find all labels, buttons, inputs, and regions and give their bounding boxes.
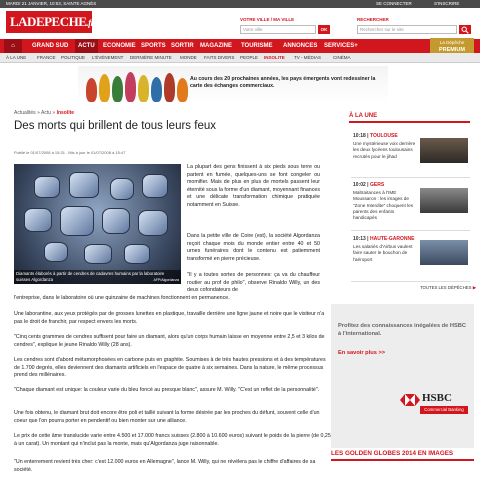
news-text-1[interactable]: Une mystérieuse voix derrière les deux lycéens toulousains recrutés pour le jihad — [353, 141, 416, 159]
breadcrumb-insolite[interactable]: Insolite — [56, 110, 75, 116]
news-time: 10:13 — [353, 236, 366, 242]
doll-illustration — [86, 78, 97, 102]
doll-illustration — [138, 75, 149, 102]
diamond-shape — [124, 244, 150, 264]
subnav-derniere-minute[interactable]: DERNIÈRE MINUTE — [130, 55, 172, 60]
news-place[interactable]: GERS — [369, 182, 385, 188]
photo-credit: AFP/Algordanza — [153, 277, 179, 282]
breadcrumb-actualites[interactable]: Actualités — [14, 110, 36, 116]
home-icon[interactable]: ⌂ — [4, 39, 22, 53]
news-place[interactable]: HAUTE-GARONNE — [369, 236, 415, 242]
search-label: RECHERCHER — [357, 17, 389, 22]
divider — [351, 281, 470, 282]
golden-globes-heading[interactable]: LES GOLDEN GLOBES 2014 EN IMAGES — [331, 450, 474, 461]
doll-illustration — [99, 74, 110, 102]
ad-link[interactable]: En savoir plus >> — [338, 350, 386, 356]
city-ok-button[interactable]: OK — [318, 25, 330, 34]
search-button[interactable] — [459, 25, 471, 34]
diamond-shape — [69, 172, 99, 198]
diamond-shape — [84, 244, 112, 264]
nav-sports[interactable]: SPORTS — [141, 43, 166, 49]
city-label: VOTRE VILLE / MA VILLE — [240, 17, 295, 22]
nav-tourisme[interactable]: TOURISME — [241, 43, 273, 49]
arrow-right-icon: ▶ — [472, 285, 477, 290]
top-bar — [0, 0, 480, 8]
article-photo — [14, 164, 181, 284]
paragraph-5: "Cinq cents grammes de cendres suffisent pour faire un diamant, alors qu'un corps humain laisse en moyenne entre 2,5 et 3 kilos de cendres", explique le jeune Rinaldo Willy (28 ans). — [14, 334, 325, 348]
paragraph-10: "Un enterrement revient très cher: c'est 12.000 euros en Allemagne", lance M. Willy, qui ne révélera pas le chiffre d'affaires de sa société. — [14, 459, 316, 473]
subnav-faits-divers[interactable]: FAITS DIVERS — [204, 55, 235, 60]
nav-actu[interactable]: ACTU — [75, 39, 98, 53]
doll-illustration — [112, 76, 123, 102]
news-time-1: 10:18 | TOULOUSE — [353, 133, 398, 139]
connect-link[interactable]: SE CONNECTER — [376, 1, 412, 6]
diamond-shape — [60, 206, 94, 236]
paragraph-8: Une fois obtenu, le diamant brut doit encore être poli et taillé suivant la forme désirée par les proches du défunt, souvent celle d'un coeur que l'on pourra porter en pendentif ou bien monter sur une alliance. — [14, 410, 320, 424]
city-input[interactable]: Votre ville — [240, 25, 316, 34]
divider — [351, 230, 470, 231]
photo-caption — [14, 270, 181, 284]
nav-sortir[interactable]: SORTIR — [171, 43, 194, 49]
diamond-shape — [44, 242, 68, 262]
paragraph-9: Le prix de cette âme translucide varie entre 4.500 et 17.000 francs suisses (2.800 à 10.600 euros) suivant le poids de la pierre (de 0,25 à un carat). Un montant qui n'inclut pas la monte, mais qu'Algordanza juge raisonnable. — [14, 433, 331, 447]
page-title: Des morts qui brillent de tous leurs feux — [14, 120, 216, 132]
subnav-cinema[interactable]: CINÉMA — [333, 55, 351, 60]
paragraph-7: "Chaque diamant est unique: la couleur varie du bleu foncé au presque blanc", assure M. Willy. "C'est un reflet de la personnalité". — [14, 387, 320, 393]
hsbc-hexagon-icon — [400, 394, 420, 406]
paragraph-3-cont: l'entreprise, dans le laboratoire où une quinzaine de machines fonctionnent en permanence. — [14, 295, 230, 301]
subnav-politique[interactable]: POLITIQUE — [61, 55, 86, 60]
diamond-shape — [142, 174, 168, 198]
news-thumbnail[interactable] — [420, 188, 468, 213]
paragraph-3: "Il y a toutes sortes de personnes: ça va du chauffeur routier au prof de philo", observe Rinaldo Willy, un des deux cofondateurs de — [187, 272, 320, 293]
paragraph-1: La plupart des gens finissent à six pieds sous terre ou partent en fumée, quelques-uns se font congeler ou momifier. Mais de plus en plus de mortels passent leur éternité sous la forme d'un diamant, moyennant finances et une délicate transformation chimique pratiquée notamment en Suisse. — [187, 164, 320, 208]
doll-illustration — [164, 73, 175, 102]
news-thumbnail[interactable] — [420, 240, 468, 265]
diamond-shape — [102, 208, 130, 234]
news-time: 10:02 — [353, 182, 366, 188]
diamond-shape — [110, 178, 134, 200]
news-place[interactable]: TOULOUSE — [369, 133, 398, 139]
search-input[interactable]: Rechercher sur le site — [357, 25, 457, 34]
search-icon — [461, 26, 469, 34]
date-text: MARDI 21 JANVIER, 10:53, SAINTE AGNÈS — [6, 1, 97, 6]
all-news-label: TOUTES LES DÉPÊCHES — [420, 285, 472, 290]
subscribe-link[interactable]: S'INSCRIRE — [434, 1, 460, 6]
breadcrumb-actu[interactable]: Actu — [40, 110, 51, 116]
nav-economie[interactable]: ECONOMIE — [103, 43, 136, 49]
paragraph-4: Une laborantine, aux yeux protégés par de grosses lunettes en plastique, travaille derrière une ligne jaune et noire que le visiteur n'a pas le droit de franchir, par respect envers les morts. — [14, 311, 325, 325]
news-time-3: 10:13 | HAUTE-GARONNE — [353, 236, 415, 242]
subnav-a-la-une[interactable]: À LA UNE — [6, 55, 27, 60]
news-text-3[interactable]: Les salariés d'Airbus vaulent faire sauter le bouchon de l'aéroport — [353, 244, 413, 262]
breadcrumb: Actualités » Actu » Insolite — [14, 110, 75, 116]
premium-line1: La Dépêche — [439, 40, 465, 45]
doll-illustration — [125, 72, 136, 102]
article-meta: Publié le 01/07/2008 à 15:31 . Mis à jour le 01/07/2008 à 15:47 — [14, 150, 126, 155]
paragraph-6: Les cendres sont d'abord métamorphosées en carbone puis en graphite. Soumises à de très hautes pressions et à des températures de 1.700 degrés, elles deviennent des diamants artificiels en l'espace de quatre à six semaines. Dans la nature, le même processus prend des millénaires. — [14, 357, 326, 378]
subnav-tv-medias[interactable]: TV - MÉDIAS — [294, 55, 322, 60]
nav-annonces[interactable]: ANNONCES — [283, 43, 318, 49]
caption-text: Diamants élaborés à partir de cendres de cadavres humains par la laboratoire suisses Algordanza — [16, 271, 165, 282]
diamond-shape — [24, 208, 52, 232]
all-news-link[interactable] — [420, 285, 476, 291]
subnav-people[interactable]: PEOPLE — [240, 55, 259, 60]
hsbc-sub: Commercial Banking — [420, 406, 468, 414]
news-thumbnail[interactable] — [420, 138, 468, 163]
news-time-2: 10:02 | GERS — [353, 182, 385, 188]
logo-text: LADEPECHE — [10, 14, 87, 29]
subnav-monde[interactable]: MONDE — [180, 55, 197, 60]
diamond-shape — [34, 176, 60, 198]
nav-magazine[interactable]: MAGAZINE — [200, 43, 232, 49]
site-logo[interactable] — [6, 11, 92, 33]
divider — [351, 177, 470, 178]
paragraph-2: Dans la petite ville de Coire (est), la société Algordanza reçoit chaque mois du monde entier entre 40 et 50 urnes funéraires dont le contenu est patiemment transformé en pierre précieuse. — [187, 233, 320, 262]
doll-illustration — [151, 77, 162, 102]
sidebar-heading: À LA UNE — [349, 113, 470, 123]
nav-services[interactable]: SERVICES+ — [324, 43, 358, 49]
banner-text: Au cours des 20 prochaines années, les pays émergents vont redessiner la carte des échanges commerciaux. — [190, 76, 376, 89]
logo-suffix: .fr — [86, 18, 94, 28]
doll-illustration — [177, 78, 188, 102]
ad-text: Profitez des connaissances inégalées de HSBC à l'international. — [338, 323, 467, 337]
news-text-2[interactable]: Maltraitances à l'IME Moussaron : les images de "Zone Interdite" choquent les parents des enfants handicapés — [353, 190, 414, 221]
news-time: 10:18 — [353, 133, 366, 139]
hsbc-brand: HSBC — [422, 392, 452, 404]
main-nav — [0, 39, 480, 53]
subnav-france[interactable]: FRANCE — [37, 55, 56, 60]
subnav-insolite[interactable]: INSOLITE — [264, 55, 285, 60]
nav-grand-sud[interactable]: GRAND SUD — [32, 43, 69, 49]
sub-nav — [0, 53, 480, 63]
subnav-evenement[interactable]: L'ÉVÉNEMENT — [92, 55, 124, 60]
premium-line2: PREMIUM — [439, 47, 465, 53]
diamond-shape — [138, 210, 168, 236]
